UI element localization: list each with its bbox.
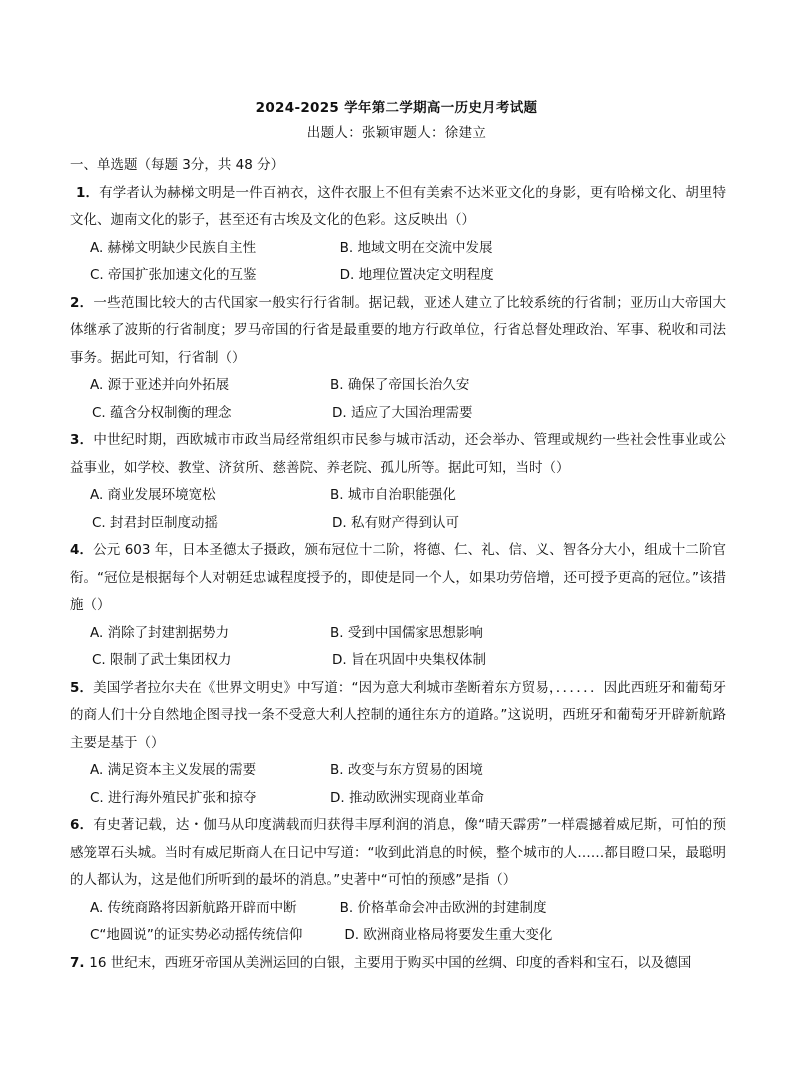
options-row xyxy=(70,262,726,290)
options-row xyxy=(70,510,726,538)
exam-setters: 出题人：张颖审题人：徐建立 xyxy=(306,125,487,141)
question-stem xyxy=(70,812,726,895)
option-d[interactable]: D. 适应了大国治理需要 xyxy=(332,404,473,421)
option-a[interactable]: A. 赫梯文明缺少民族自主性 xyxy=(90,239,257,256)
question-stem xyxy=(70,180,726,235)
options-row xyxy=(70,922,726,950)
question-text: 公元 603 年，日本圣德太子摄政，颁布冠位十二阶，将德、仁、礼、信、义、智各分大小，组成十二阶官衔。“冠位是根据每个人对朝廷忠诚程度授予的，即使是同一个人，如果功劳倍增，还可授予更高的冠位。”该措施（） xyxy=(70,542,726,613)
option-d[interactable]: D. 推动欧洲实现商业革命 xyxy=(330,789,484,806)
question-number: 4． xyxy=(70,542,94,558)
options-row xyxy=(70,757,726,785)
option-b[interactable]: B. 受到中国儒家思想影响 xyxy=(330,624,483,641)
question-number: 5． xyxy=(70,679,94,696)
option-b[interactable]: B. 确保了帝国长治久安 xyxy=(330,377,470,393)
question-stem xyxy=(70,675,726,758)
question-stem xyxy=(70,427,726,482)
option-d[interactable]: D. 地理位置决定文明程度 xyxy=(339,267,494,283)
question-text: 有史著记载，达・伽马从印度满载而归获得丰厚利润的消息，像“晴天霹雳”一样震撼着威尼斯，可怕的预感笼罩石头城。当时有威尼斯商人在日记中写道：“收到此消息的时候，整个城市的人……都目瞪口呆，最聪明的人都认为，这是他们所听到的最坏的消息。”史著中“可怕的预感”是指（） xyxy=(70,817,726,888)
option-c[interactable]: C. 进行海外殖民扩张和掠夺 xyxy=(90,789,257,806)
question-4 xyxy=(70,537,726,675)
question-number: 6． xyxy=(70,817,94,833)
options-row xyxy=(70,647,726,675)
option-b[interactable]: B. 价格革命会冲击欧洲的封建制度 xyxy=(339,899,547,916)
option-c[interactable]: C. 限制了武士集团权力 xyxy=(92,652,232,668)
question-6 xyxy=(70,812,726,950)
options-row xyxy=(70,785,726,813)
option-c[interactable]: C. 帝国扩张加速文化的互鉴 xyxy=(90,267,257,283)
question-number: 3． xyxy=(70,432,94,448)
options-row xyxy=(70,400,726,428)
options-row xyxy=(70,372,726,400)
question-text: 一些范围比较大的古代国家一般实行行省制。据记载，亚述人建立了比较系统的行省制；亚历山大帝国大体继承了波斯的行省制度；罗马帝国的行省是最重要的地方行政单位，行省总督处理政治、军事、税收和司法事务。据此可知，行省制（） xyxy=(70,294,726,366)
option-b[interactable]: B. 改变与东方贸易的困境 xyxy=(330,762,483,778)
question-2 xyxy=(70,290,726,428)
exam-content xyxy=(70,152,726,977)
option-a[interactable]: A. 商业发展环境宽松 xyxy=(90,487,216,503)
option-d[interactable]: D. 欧洲商业格局将要发生重大变化 xyxy=(344,927,553,943)
question-text: 16 世纪末，西班牙帝国从美洲运回的白银，主要用于购买中国的丝绸、印度的香料和宝石，以及德国 xyxy=(89,954,692,971)
option-a[interactable]: A. 源于亚述并向外拓展 xyxy=(90,377,230,393)
option-d[interactable]: D. 私有财产得到认可 xyxy=(332,514,459,531)
question-stem xyxy=(70,537,726,620)
question-1 xyxy=(70,180,726,290)
options-row xyxy=(70,895,726,923)
question-stem xyxy=(70,950,726,978)
question-text: 中世纪时期，西欧城市市政当局经常组织市民参与城市活动，还会举办、管理或规约一些社会性事业或公益事业，如学校、教堂、济贫所、慈善院、养老院、孤儿所等。据此可知，当时（） xyxy=(70,432,726,476)
question-number: 1． xyxy=(76,184,100,201)
option-b[interactable]: B. 城市自治职能强化 xyxy=(330,487,456,503)
option-d[interactable]: D. 旨在巩固中央集权体制 xyxy=(332,652,486,668)
option-a[interactable]: A. 传统商路将因新航路开辟而中断 xyxy=(90,899,297,916)
option-c[interactable]: C. 蕴含分权制衡的理念 xyxy=(92,404,232,421)
options-row xyxy=(70,620,726,648)
question-text: 美国学者拉尔夫在《世界文明史》中写道：“因为意大利城市垄断着东方贸易，．．．．．．因此西班牙和葡萄牙的商人们十分自然地企图寻找一条不受意大利人控制的通往东方的道路。”这说明，西班牙和葡萄牙开辟新航路主要是基于（） xyxy=(70,679,726,751)
question-5 xyxy=(70,675,726,813)
question-number: 2． xyxy=(70,294,94,311)
option-a[interactable]: A. 消除了封建割据势力 xyxy=(90,624,230,641)
section-heading: 一、单选题（每题 3分，共 48 分） xyxy=(70,157,285,173)
question-3 xyxy=(70,427,726,537)
question-7 xyxy=(70,950,726,978)
question-stem xyxy=(70,290,726,373)
options-row xyxy=(70,482,726,510)
options-row xyxy=(70,235,726,263)
option-c[interactable]: C“地圆说”的证实势必动摇传统信仰 xyxy=(90,927,303,943)
question-number: 7. xyxy=(70,954,90,971)
exam-title: 2024-2025 学年第二学期高一历史月考试题 xyxy=(255,100,538,116)
question-text: 有学者认为赫梯文明是一件百衲衣，这件衣服上不但有美索不达米亚文化的身影，更有哈梯文化、胡里特文化、迦南文化的影子，甚至还有古埃及文化的色彩。这反映出（） xyxy=(70,184,726,228)
option-b[interactable]: B. 地域文明在交流中发展 xyxy=(339,239,493,256)
option-a[interactable]: A. 满足资本主义发展的需要 xyxy=(90,762,257,778)
option-c[interactable]: C. 封君封臣制度动摇 xyxy=(92,514,219,531)
